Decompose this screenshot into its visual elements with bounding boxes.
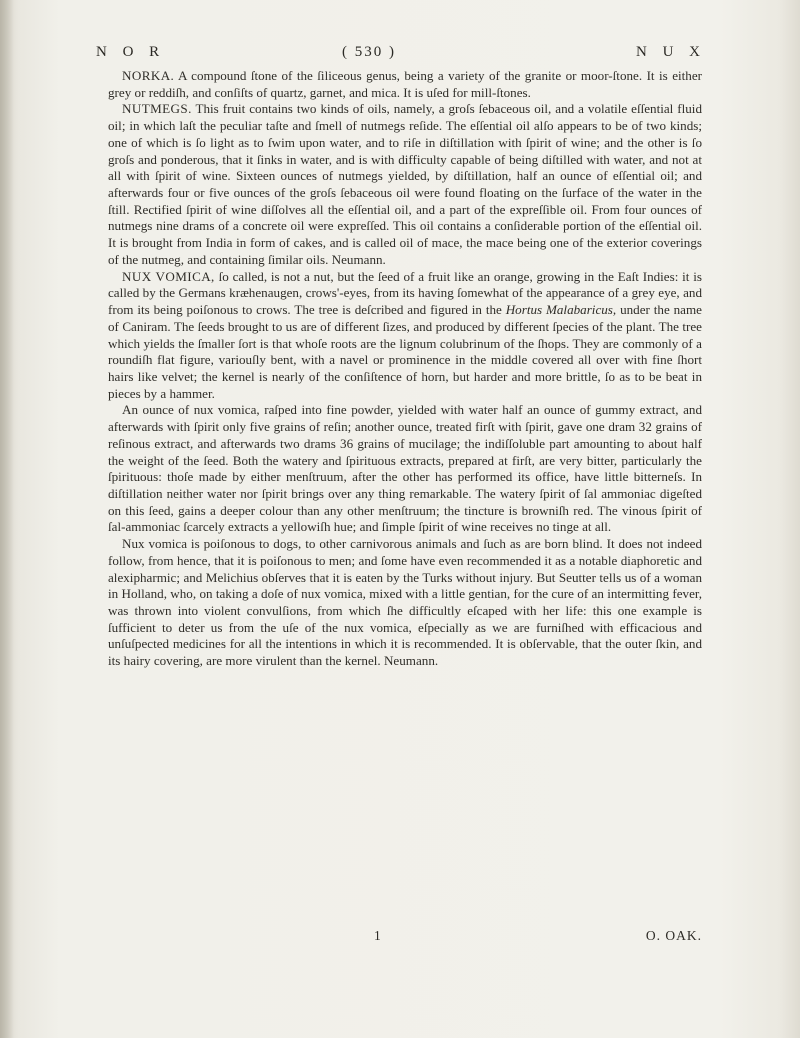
entry-nutmegs bbox=[108, 101, 702, 268]
entry-headword: NUTMEGS. bbox=[122, 101, 192, 117]
entry-headword: NORKA. bbox=[122, 68, 175, 83]
header-right-guideword: N U X bbox=[636, 44, 706, 60]
entry-body-continued: under the name of Caniram. The ſeeds brought to us are of different ſizes, and produced by different ſpecies of the plant. The tree which yields the ſmaller ſort is that whoſe roots are the lignum colubrinum of the ſhops. They are commonly of a roundiſh flat figure, variouſly bent, with a navel or prominence in the middle covered all over with fine ſhort hairs like velvet; the kernel is nearly of the conſiſtence of horn, but harder and more brittle, ſo as to be beat in pieces by a hammer. bbox=[108, 302, 702, 401]
italic-title: Hortus Malabaricus, bbox=[505, 302, 617, 318]
entry-nux-vomica-paragraph-2: An ounce of nux vomica, raſped into fine powder, yielded with water half an ounce of gummy extract, and afterwards with ſpirit only five grains of reſin; another ounce, treated firſt with ſpirit, gave one dram 32 grains of reſinous extract, and afterwards two drams 36 grains of mucilage; the indiſſoluble part amounting to about half the weight of the ſeed. Both the watery and ſpirituous extracts, prepared at firſt, are very bitter, particularly the ſpirituous: thoſe made by either menſtruum, after the other has performed its office, have little bitterneſs. In diſtillation neither water nor ſpirit brings over any thing remarkable. The watery ſpirit of ſal ammoniac digeſted on this ſeed, gains a deeper colour than any other menſtruum; the tincture is browniſh red. The vinous ſpirit of ſal-ammoniac ſcarcely extracts a yellowiſh hue; and ſimple ſpirit of wine receives no tinge at all. bbox=[108, 402, 702, 535]
gutter-shadow bbox=[0, 0, 14, 1038]
body-text bbox=[108, 68, 702, 670]
signature-mark: 1 bbox=[374, 928, 381, 943]
header-left-guideword: N O R bbox=[96, 44, 166, 60]
entry-nux-vomica-paragraph-3: Nux vomica is poiſonous to dogs, to other carnivorous animals and ſuch as are born blind. It does not indeed follow, from hence, that it is poiſonous to men; and ſome have even recommended it as a notable diaphoretic and alexipharmic; and Melichius obſerves that it is eaten by the Turks without injury. But Seutter tells us of a woman in Holland, who, on taking a doſe of nux vomica, mixed with a little gentian, for the cure of an intermitting fever, was thrown into violent convulſions, from which ſhe difficultly eſcaped with her life: this one example is ſufficient to deter us from the uſe of the nux vomica, eſpecially as we are furniſhed with efficacious and unſuſpected medicines for all the intentions in which it is recommended. It is obſervable, that the outer ſkin, and its hairy covering, are more virulent than the kernel. Neumann. bbox=[108, 536, 702, 669]
entry-nux-vomica bbox=[108, 269, 702, 403]
page-footer bbox=[108, 928, 702, 946]
running-header bbox=[96, 44, 706, 66]
page-number: ( 530 ) bbox=[342, 44, 396, 60]
entry-body: A compound ſtone of the ſiliceous genus, being a variety of the granite or moor-ſtone. It is either grey or reddiſh, and conſiſts of quartz, garnet, and mica. It is uſed for mill-ſtones. bbox=[108, 68, 702, 100]
entry-headword: NUX VOMICA, bbox=[122, 268, 215, 284]
entry-body: ſo called, is not a nut, but the ſeed of a fruit like an orange, growing in the Eaſt Indies: it is called by the Germans kræhenaugen, crows'-eyes, from its having ſomewhat of the appearance of a grey eye, and from its being poiſonous to crows. The tree is deſcribed and figured in the bbox=[108, 268, 703, 318]
catchword: O. OAK. bbox=[645, 928, 702, 943]
entry-body: This fruit contains two kinds of oils, namely, a groſs ſebaceous oil, and a volatile eſſential fluid oil; in which laſt the peculiar taſte and ſmell of nutmegs reſide. The eſſential oil alſo appears to be of two kinds; one of which is ſo light as to ſwim upon water, and to riſe in diſtillation with ſpirit of wine; and the other is ſo groſs and ponderous, that it ſinks in water, and is with difficulty capable of being diſtilled with water, and not at all with ſpirit of wine. Sixteen ounces of nutmegs yielded, by diſtillation, half an ounce of eſſential oil; and afterwards four or five ounces of the groſs ſebaceous oil were found floating on the ſurface of the water in the ſtill. Rectified ſpirit of wine diſſolves all the eſſential oil, and a part of the expreſſible oil. From four ounces of nutmegs nine drams of a concrete oil were expreſſed. This oil contains a conſiderable portion of the eſſential oil. It is brought from India in form of cakes, and is called oil of mace, the mace being one of the exterior coverings of the nutmeg, and containing ſimilar oils. Neumann. bbox=[108, 101, 702, 267]
entry-norka bbox=[108, 68, 702, 101]
